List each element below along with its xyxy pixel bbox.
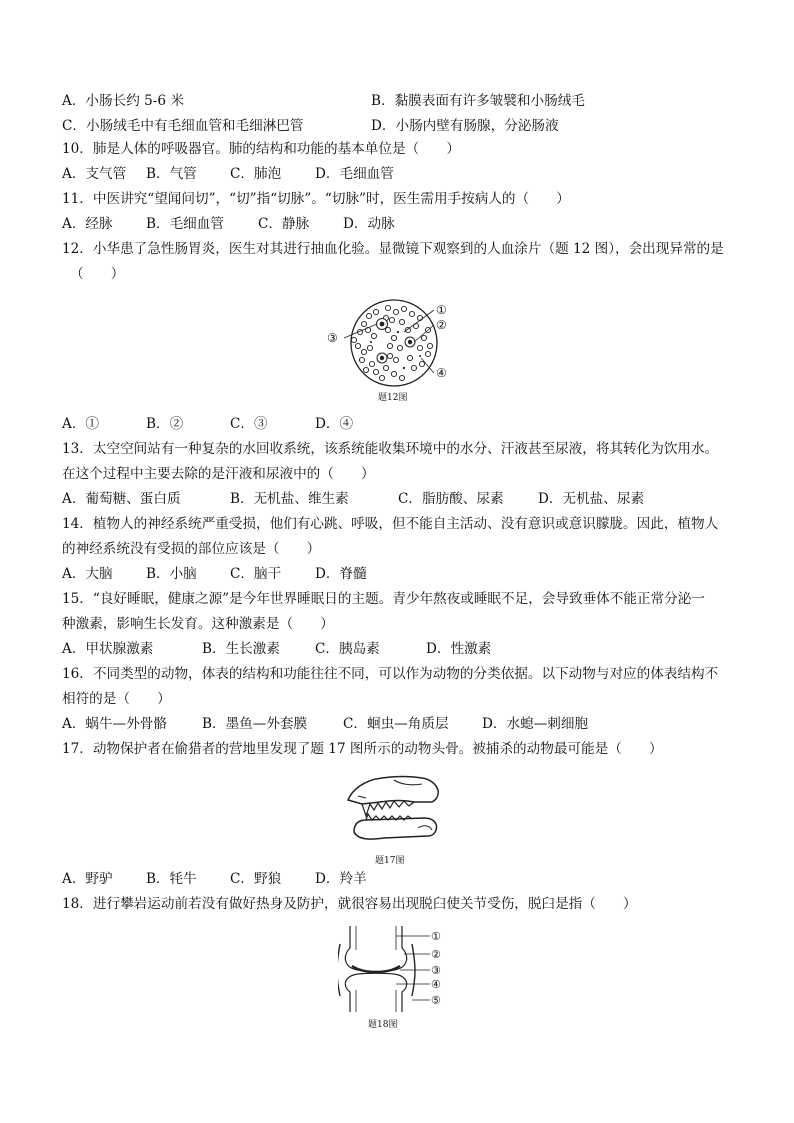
- q9-option-a: A．小肠长约 5-6 米: [62, 93, 184, 109]
- q14-option-c: C．脑干: [230, 566, 282, 582]
- q13-option-d: D．无机盐、尿素: [538, 491, 645, 507]
- red-blood-cell: [371, 333, 376, 338]
- q11-option-b: B．毛细血管: [146, 216, 224, 232]
- red-blood-cell: [366, 313, 371, 318]
- q14-option-d: D．脊髓: [315, 566, 367, 582]
- red-blood-cell: [355, 343, 360, 348]
- lower-bone: [345, 973, 406, 1012]
- q12-option-b: B．②: [146, 416, 184, 432]
- q15-stem-line2: 种激素，影响生长发育。这种激素是（ ）: [62, 616, 334, 632]
- q17-figure-caption: 题17图: [375, 856, 405, 866]
- q15-option-b: B．生长激素: [202, 641, 280, 657]
- red-blood-cell: [417, 345, 422, 350]
- q12-option-c: C．③: [230, 416, 268, 432]
- q17-option-b: B．牦牛: [146, 871, 197, 887]
- red-blood-cell: [399, 319, 404, 324]
- animal-skull-figure: [344, 770, 444, 846]
- q9-option-d: D．小肠内壁有肠腺，分泌肠液: [371, 118, 559, 134]
- red-blood-cell: [351, 337, 356, 342]
- red-blood-cell: [373, 309, 378, 314]
- red-blood-cell: [367, 345, 372, 350]
- q17-stem: 17．动物保护者在偷猎者的营地里发现了题 17 图所示的动物头骨。被捕杀的动物最可能是（ ）: [62, 741, 663, 757]
- q14-option-b: B．小脑: [146, 566, 197, 582]
- q14-stem-line1: 14．植物人的神经系统严重受损，他们有心跳、呼吸，但不能自主活动、没有意识或意识朦胧。因此，植物人: [62, 516, 719, 532]
- q14-stem-line2: 的神经系统没有受损的部位应该是（ ）: [62, 541, 321, 557]
- q10-option-b: B．气管: [146, 166, 197, 182]
- q16-option-d: D．水螅—刺细胞: [482, 716, 589, 732]
- q18-figure-caption: 题18图: [368, 1020, 398, 1030]
- q9-option-c: C．小肠绒毛中有毛细血管和毛细淋巴管: [62, 118, 304, 134]
- q18-stem: 18．进行攀岩运动前若没有做好热身及防护，就很容易出现脱臼使关节受伤，脱臼是指（ ）: [62, 896, 637, 912]
- red-blood-cell: [411, 365, 416, 370]
- articular-cartilage: [352, 966, 400, 972]
- lower-teeth: [366, 814, 412, 820]
- q17-option-c: C．野狼: [230, 871, 282, 887]
- smear-label-2: ②: [436, 318, 447, 332]
- q11-option-d: D．动脉: [343, 216, 395, 232]
- q17-option-a: A．野驴: [62, 871, 113, 887]
- red-blood-cell: [359, 357, 364, 362]
- red-blood-cell: [393, 309, 398, 314]
- q16-option-c: C．蛔虫—角质层: [343, 716, 449, 732]
- joint-label-4: ④: [431, 978, 441, 991]
- lower-jaw: [354, 818, 437, 839]
- q12-option-a: A．①: [62, 416, 100, 432]
- q16-stem-line1: 16．不同类型的动物，体表的结构和功能往往不同，可以作为动物的分类依据。以下动物与对应的体表结构不: [62, 666, 719, 682]
- red-blood-cell: [407, 355, 412, 360]
- q13-option-a: A．葡萄糖、蛋白质: [62, 491, 181, 507]
- q13-stem-line1: 13．太空空间站有一种复杂的水回收系统，该系统能收集环境中的水分、汗液甚至尿液，将其转化为饮用水。: [62, 441, 719, 457]
- q10-option-a: A．支气管: [62, 166, 127, 182]
- red-blood-cell: [391, 371, 396, 376]
- red-blood-cell: [419, 361, 424, 366]
- q10-stem: 10．肺是人体的呼吸器官。肺的结构和功能的基本单位是（ ）: [62, 141, 460, 157]
- q13-option-c: C．脂肪酸、尿素: [398, 491, 504, 507]
- red-blood-cell: [387, 343, 392, 348]
- q11-option-c: C．静脉: [258, 216, 310, 232]
- red-blood-cell: [425, 351, 430, 356]
- q15-option-d: D．性激素: [426, 641, 492, 657]
- q10-option-d: D．毛细血管: [315, 166, 394, 182]
- q12-option-d: D．④: [315, 416, 354, 432]
- red-blood-cell: [427, 343, 432, 348]
- joint-figure: [338, 926, 450, 1012]
- red-blood-cell: [379, 375, 384, 380]
- smear-label-4: ④: [436, 366, 447, 380]
- smear-label-1: ①: [436, 303, 447, 317]
- red-blood-cell: [383, 365, 388, 370]
- q13-stem-line2: 在这个过程中主要去除的是汗液和尿液中的（ ）: [62, 466, 375, 482]
- q15-option-a: A．甲状腺激素: [62, 641, 154, 657]
- red-blood-cells: [351, 305, 432, 380]
- smear-label-3: ③: [327, 331, 338, 345]
- q13-option-b: B．无机盐、维生素: [230, 491, 349, 507]
- q9-option-b: B．黏膜表面有许多皱襞和小肠绒毛: [371, 93, 585, 109]
- red-blood-cell: [421, 335, 426, 340]
- joint-label-3: ③: [431, 964, 441, 977]
- q16-option-b: B．墨鱼—外套膜: [202, 716, 308, 732]
- red-blood-cell: [397, 345, 402, 350]
- red-blood-cell: [369, 361, 374, 366]
- red-blood-cell: [401, 306, 406, 311]
- platelets: [370, 331, 421, 369]
- q15-stem-line1: 15．“良好睡眠，健康之源”是今年世界睡眠日的主题。青少年熬夜或睡眠不足，会导致垂体不能正常分泌一: [62, 591, 705, 607]
- red-blood-cell: [409, 311, 414, 316]
- q11-stem: 11．中医讲究“望闻问切”，“切”指“切脉”。“切脉”时，医生需用手按病人的（ ）: [62, 191, 570, 207]
- red-blood-cell: [391, 335, 396, 340]
- q14-option-a: A．大脑: [62, 566, 113, 582]
- joint-label-1: ①: [431, 930, 441, 943]
- red-blood-cell: [361, 321, 366, 326]
- upper-skull: [348, 777, 438, 805]
- upper-teeth: [362, 801, 414, 816]
- q17-option-d: D．羚羊: [315, 871, 367, 887]
- q10-option-c: C．肺泡: [230, 166, 282, 182]
- red-blood-cell: [361, 349, 366, 354]
- q12-stem-line2: （ ）: [70, 266, 125, 282]
- q11-option-a: A．经脉: [62, 216, 113, 232]
- red-blood-cell: [385, 305, 390, 310]
- red-blood-cell: [399, 375, 404, 380]
- joint-capsule-left: [338, 944, 340, 996]
- red-blood-cell: [389, 317, 394, 322]
- joint-label-2: ②: [431, 948, 441, 961]
- q12-figure-caption: 题12图: [378, 393, 408, 403]
- red-blood-cell: [373, 369, 378, 374]
- upper-bone: [345, 926, 406, 972]
- blood-smear-figure: [324, 298, 464, 388]
- q16-stem-line2: 相符的是（ ）: [62, 691, 171, 707]
- q16-option-a: A．蜗牛—外骨骼: [62, 716, 167, 732]
- red-blood-cell: [363, 367, 368, 372]
- joint-label-5: ⑤: [431, 994, 441, 1007]
- q15-option-c: C．胰岛素: [315, 641, 380, 657]
- q12-stem-line1: 12．小华患了急性肠胃炎，医生对其进行抽血化验。显微镜下观察到的人血涂片（题 12 图），会出现异常的是: [62, 241, 724, 257]
- red-blood-cell: [393, 357, 398, 362]
- red-blood-cell: [387, 353, 392, 358]
